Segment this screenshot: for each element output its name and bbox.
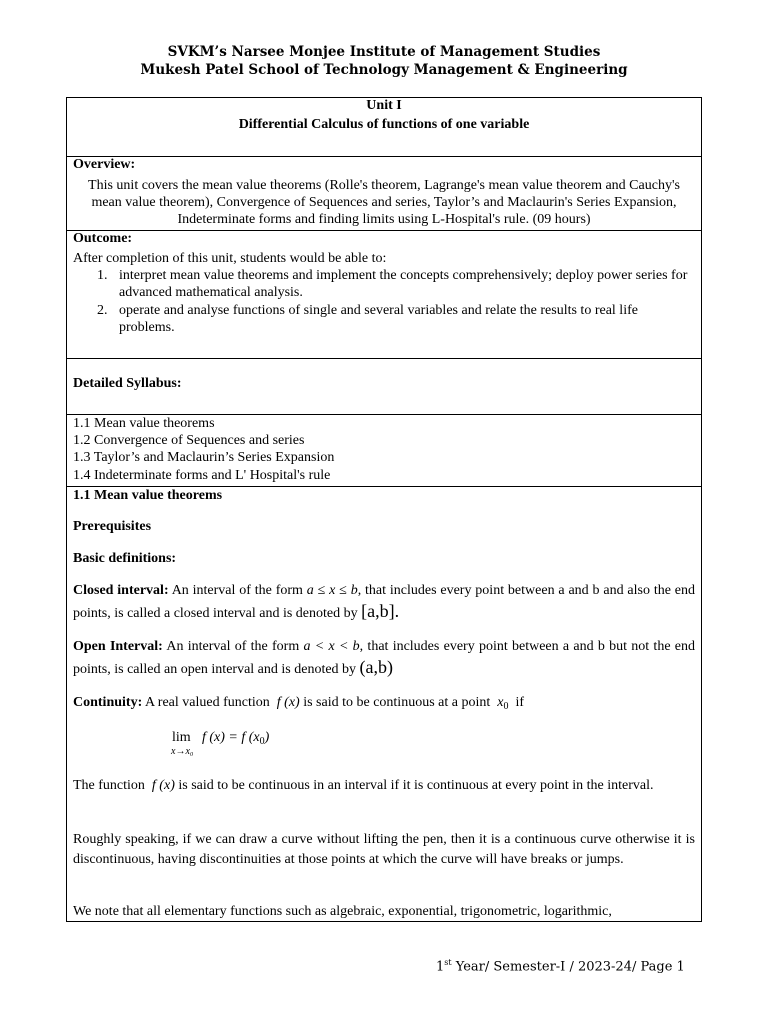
closed-interval-text-2: , that includes every point between a and b and also the end points, is called a closed interval and is denoted by	[73, 583, 695, 621]
content-body	[67, 486, 701, 921]
overview-label: Overview:	[73, 157, 136, 172]
detailed-syllabus-section	[67, 358, 701, 415]
limit-subscript: x→x₀	[171, 746, 194, 757]
continuity-point	[497, 695, 508, 710]
outcome-label: Outcome:	[73, 231, 133, 246]
closed-interval-text: An interval of the form	[171, 583, 303, 598]
open-interval-notation: (a,b)	[359, 657, 394, 677]
outcome-section	[67, 230, 701, 359]
section-title: 1.1 Mean value theorems	[73, 488, 223, 503]
outcome-intro: After completion of this unit, students would be able to:	[73, 251, 387, 266]
outcome-item-text: interpret mean value theorems and implement the concepts comprehensively; deploy power series for advanced mathematical analysis.	[119, 268, 688, 300]
continuity-definition	[73, 693, 695, 714]
prerequisites-heading: Prerequisites	[73, 519, 152, 534]
outcome-item	[97, 302, 693, 336]
continuity-text-3: if	[515, 695, 525, 710]
footer-text: Year/ Semester-I / 2023-24/ Page 1	[451, 959, 685, 975]
function-text-2: is said to be continuous in an interval if it is continuous at every point in the interval.	[178, 778, 654, 793]
institute-name: SVKM’s Narsee Monjee Institute of Management Studies	[167, 44, 601, 60]
continuity-text-2: is said to be continuous at a point	[303, 695, 491, 710]
footer-year-number: 1	[436, 959, 445, 975]
limit-expression-subscript: 0	[259, 736, 265, 747]
unit-heading	[67, 98, 701, 157]
overview-text: This unit covers the mean value theorems (Rolle's theorem, Lagrange's mean value theorem and Cauchy's mean value theorem), Convergence of Sequences and series, Taylor’s and Maclaurin's Series Expansion, Indeterminate forms and finding limits using L-Hospital's rule. (09 hours)	[88, 178, 680, 227]
elementary-functions-note: We note that all elementary functions such as algebraic, exponential, trigonometric, logarithmic,	[73, 904, 612, 919]
syllabus-list	[67, 414, 701, 487]
detailed-syllabus-label: Detailed Syllabus:	[73, 376, 182, 391]
open-interval-text: An interval of the form	[166, 639, 300, 654]
open-interval-label: Open Interval:	[73, 639, 163, 654]
rough-explanation: Roughly speaking, if we can draw a curve without lifting the pen, then it is a continuous curve otherwise it is discontinuous, having discontinuities at those points at which the curve will have breaks or jumps.	[73, 832, 695, 867]
open-interval-text-2: , that includes every point between a and b but not the end points, is called an open interval and is denoted by	[73, 639, 696, 677]
closed-interval-label: Closed interval:	[73, 583, 169, 598]
closed-interval-expression: a ≤ x ≤ b	[306, 583, 358, 598]
closed-interval-definition	[73, 581, 695, 624]
outcome-item	[97, 267, 693, 301]
school-name: Mukesh Patel School of Technology Management & Engineering	[140, 62, 628, 78]
unit-title: Unit I	[366, 98, 402, 113]
outcome-item-number: 2.	[97, 303, 108, 318]
point-subscript: 0	[503, 701, 509, 712]
limit-expression-text: f (x) = f (x	[202, 730, 260, 745]
continuity-function: f (x)	[276, 695, 300, 710]
outcome-item-text: operate and analyse functions of single and several variables and relate the results to real life problems.	[119, 303, 638, 335]
open-interval-expression: a < x < b	[303, 639, 360, 654]
function-symbol: f (x)	[151, 778, 175, 793]
syllabus-item: 1.4 Indeterminate forms and L' Hospital's rule	[73, 468, 331, 483]
syllabus-item: 1.1 Mean value theorems	[73, 416, 215, 431]
syllabus-frame	[66, 97, 702, 922]
open-interval-definition	[73, 637, 695, 680]
closed-interval-notation: [a,b].	[361, 601, 400, 621]
continuity-text: A real valued function	[144, 695, 270, 710]
syllabus-item: 1.3 Taylor’s and Maclaurin’s Series Expansion	[73, 450, 335, 465]
limit-expression-close: )	[264, 730, 270, 745]
unit-subtitle: Differential Calculus of functions of one variable	[238, 117, 530, 132]
function-text: The function	[73, 778, 145, 793]
continuity-label: Continuity:	[73, 695, 143, 710]
overview-section	[67, 156, 701, 231]
limit-expression	[202, 730, 269, 746]
basic-definitions-heading: Basic definitions:	[73, 551, 177, 566]
outcome-item-number: 1.	[97, 268, 108, 283]
interval-continuity-text	[73, 776, 695, 796]
point-variable: x	[497, 695, 504, 710]
limit-word: lim	[172, 730, 191, 745]
page-footer	[436, 958, 685, 974]
syllabus-item: 1.2 Convergence of Sequences and series	[73, 433, 305, 448]
footer-year-suffix: st	[444, 958, 452, 967]
